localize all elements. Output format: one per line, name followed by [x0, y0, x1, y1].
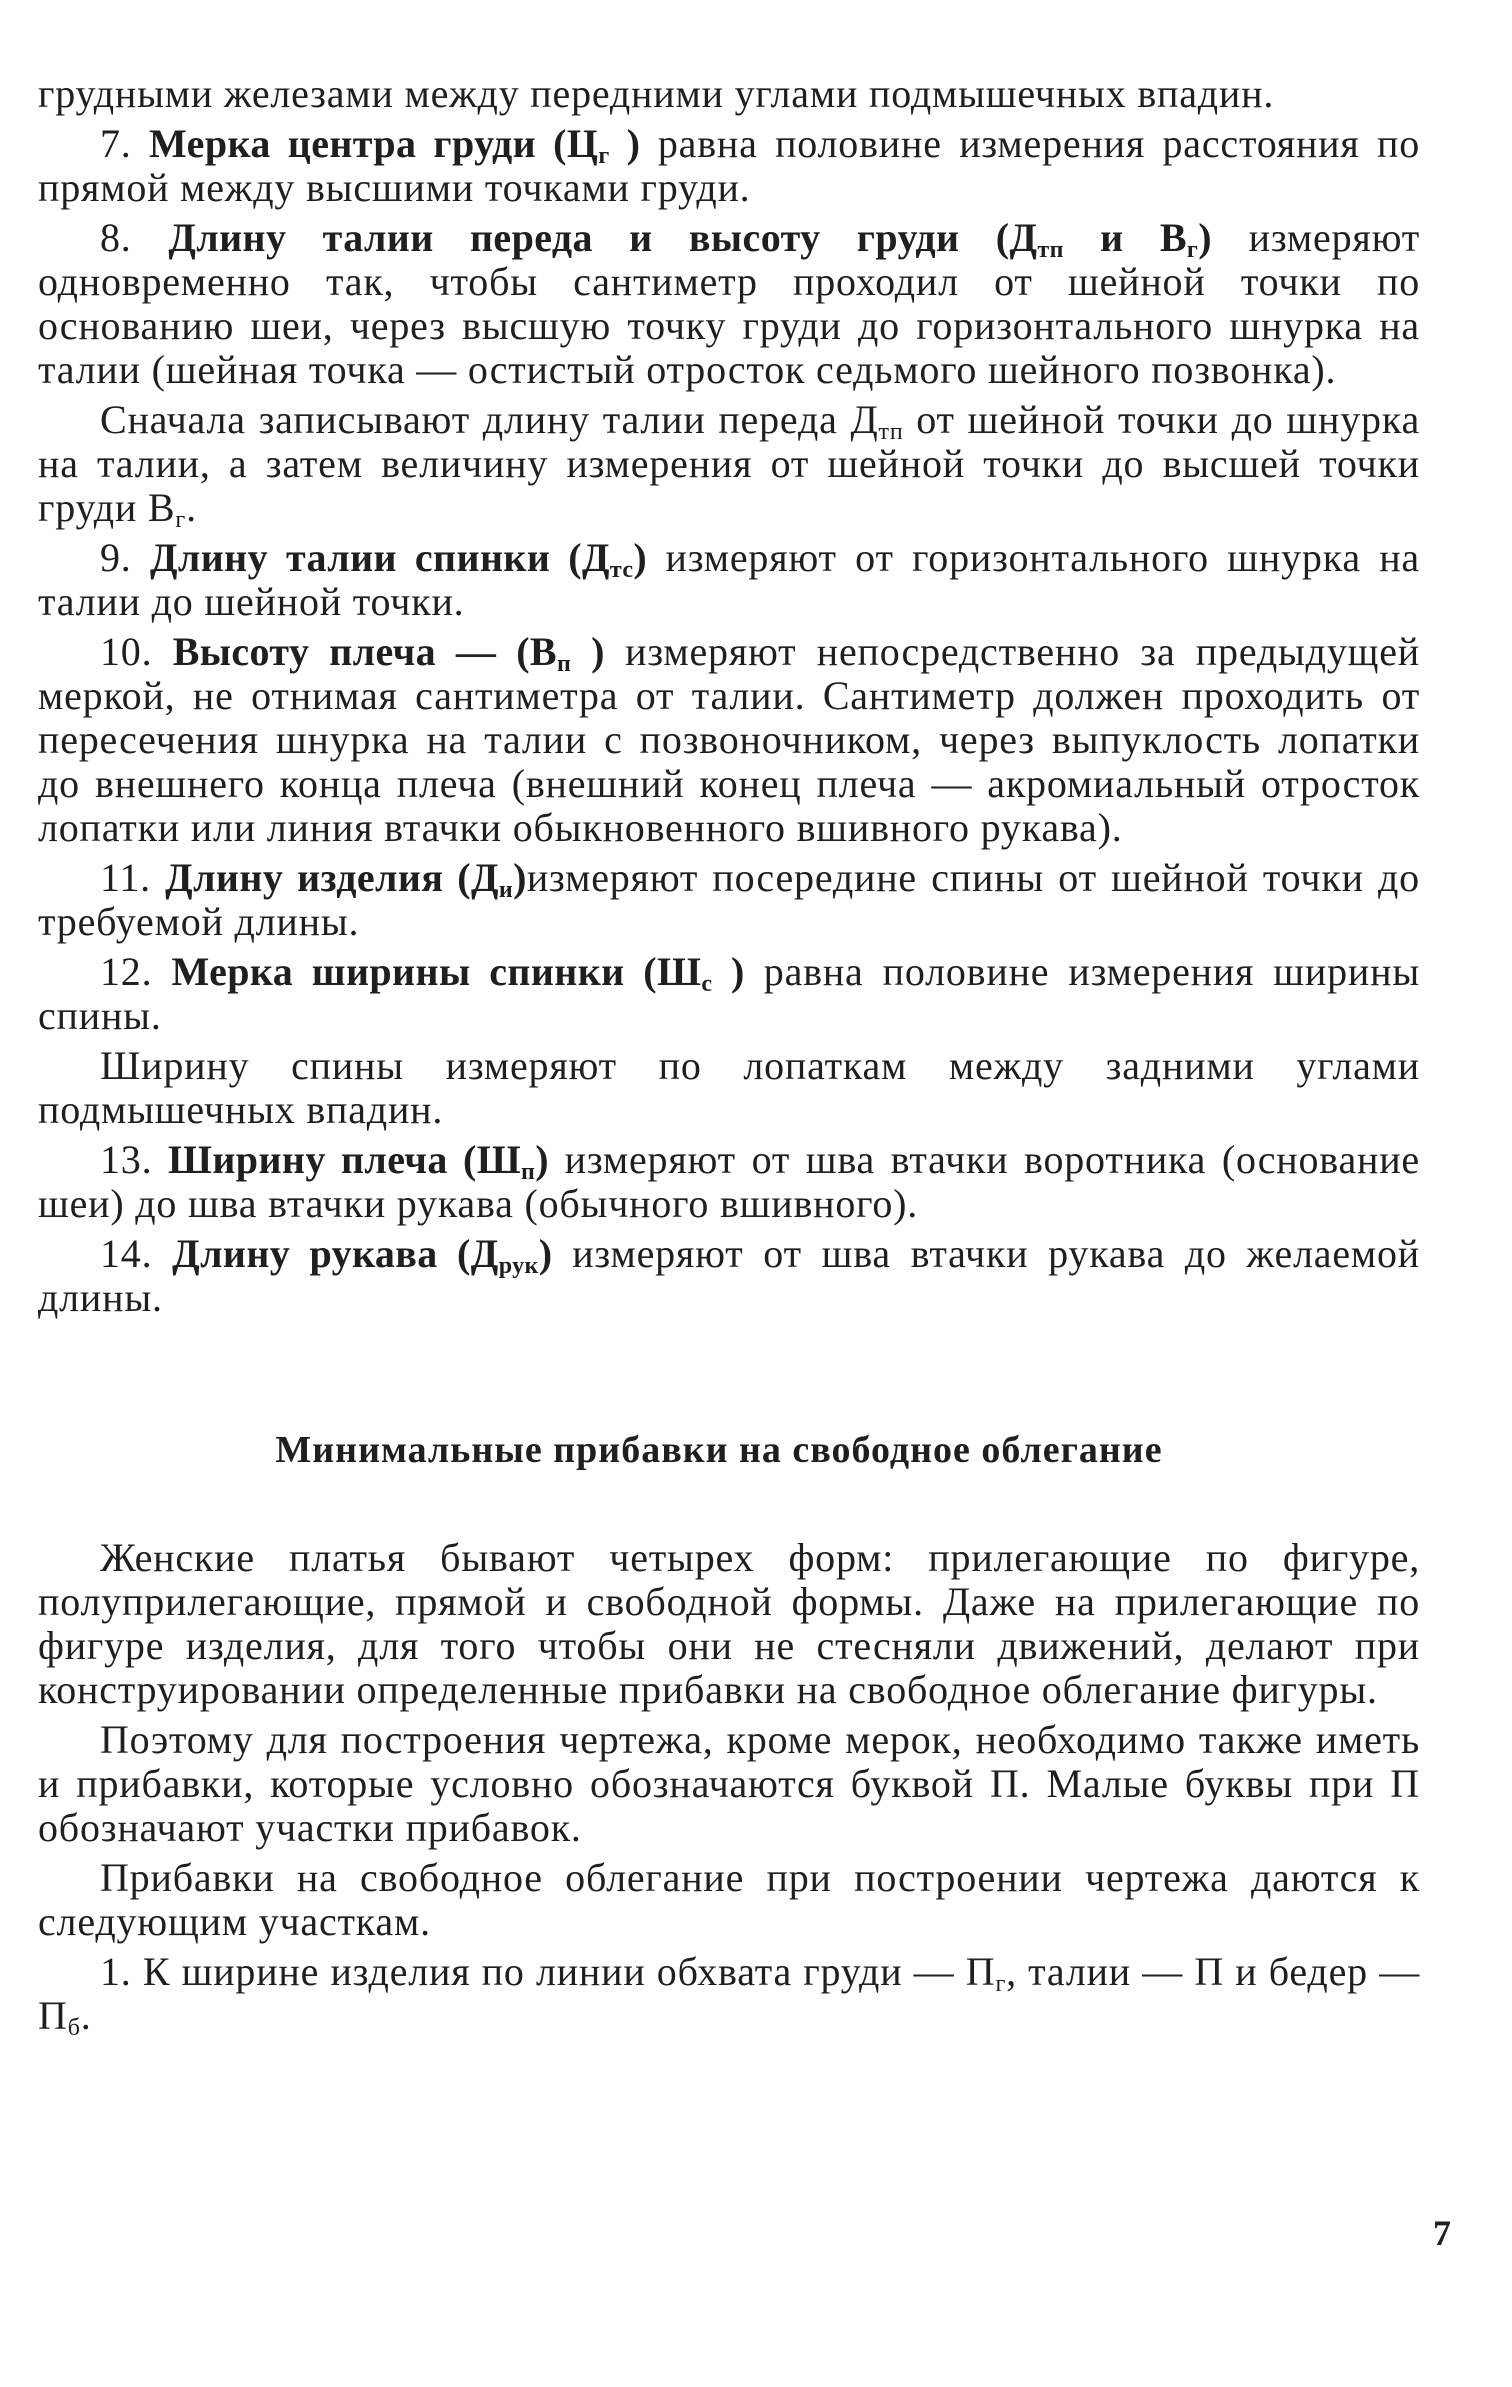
item-7 — [38, 122, 1420, 210]
item-9 — [38, 536, 1420, 624]
item-12 — [38, 950, 1420, 1038]
paragraph-text: 1. К ширине изделия по линии обхвата груди — П — [100, 1949, 996, 1994]
paragraph-text: Ширину спины измеряют по лопаткам между задними углами подмышечных впадин. — [38, 1043, 1420, 1132]
paragraph-areas — [38, 1856, 1420, 1944]
item-13 — [38, 1138, 1420, 1226]
item-title-subscript: рук — [498, 1253, 539, 1279]
paragraph-12-note — [38, 1044, 1420, 1132]
item-title-middle: и В — [1063, 215, 1187, 260]
item-title-text: Ширину плеча (Ш — [168, 1137, 522, 1182]
paragraph-text: . — [80, 1993, 92, 2038]
item-number: 13. — [100, 1137, 153, 1182]
item-title-text: Высоту плеча — (В — [172, 629, 557, 674]
item-title-text: Мерка ширины спинки (Ш — [171, 949, 702, 994]
item-text: равна половине измерения ширины спины. — [38, 949, 1421, 1038]
item-number: 10. — [100, 629, 153, 674]
paragraph-text: . — [186, 485, 197, 530]
item-title-subscript: тп — [1037, 237, 1064, 263]
item-title-subscript: и — [498, 877, 514, 903]
paragraph-text: Прибавки на свободное облегание при построении чертежа даются к следующим участкам. — [38, 1855, 1420, 1944]
item-title-end: ) — [535, 1137, 549, 1182]
item-title — [168, 1137, 549, 1185]
item-number: 14. — [100, 1231, 153, 1276]
list-item-1 — [38, 1949, 1420, 2041]
item-title — [149, 535, 648, 583]
item-title — [171, 949, 745, 997]
item-number: 11. — [100, 855, 151, 900]
item-11 — [38, 856, 1420, 944]
item-text: измеряют посередине спины от шейной точки до требуемой длины. — [38, 855, 1420, 944]
item-8 — [38, 216, 1420, 392]
item-number: 7. — [100, 121, 132, 166]
paragraph-allowances — [38, 1718, 1420, 1850]
item-title-end: ) — [712, 949, 745, 994]
item-title-subscript: п — [521, 1159, 536, 1185]
item-title-end: ) — [1198, 215, 1212, 260]
paragraph-subscript: г — [175, 507, 187, 533]
paragraph-8-note — [38, 397, 1420, 533]
item-text: измеряют от шва втачки рукава до желаемой длины. — [38, 1231, 1420, 1320]
item-title-end: ) — [609, 121, 641, 166]
item-10 — [38, 630, 1420, 850]
item-title-subscript: с — [701, 971, 713, 997]
paragraph-text: Поэтому для построения чертежа, кроме мерок, необходимо также иметь и прибавки, которые условно обозначаются буквой П. Малые буквы при П обозначают участки прибавок. — [38, 1717, 1420, 1850]
item-title-text: Длину талии спинки (Д — [149, 535, 610, 580]
item-title-end: ) — [571, 629, 605, 674]
item-title-subscript: г — [1186, 237, 1199, 263]
item-14 — [38, 1232, 1420, 1320]
item-title-text: Длину талии переда и высоту груди (Д — [168, 215, 1038, 260]
item-text: измеряют одновременно так, чтобы сантиметр проходил от шейной точки по основанию шеи, через высшую точку груди до горизонтального шнурка на талии (шейная точка — остистый отросток седьмого шейного позвонка). — [38, 215, 1421, 392]
item-number: 9. — [100, 535, 132, 580]
paragraph-subscript: г — [995, 1971, 1007, 1997]
paragraph-text: от шейной точки до шнурка на талии, а затем величину измерения от шейной точки до высшей точки груди В — [38, 397, 1420, 530]
page-number: 7 — [1433, 2213, 1451, 2253]
item-title-end: ) — [513, 855, 527, 900]
paragraph-forms — [38, 1536, 1420, 1712]
paragraph-text: грудными железами между передними углами подмышечных впадин. — [38, 71, 1275, 116]
item-title-text: Мерка центра груди (Ц — [149, 121, 599, 166]
item-title — [165, 855, 527, 903]
item-title-text: Длину рукава (Д — [172, 1231, 499, 1276]
item-title-text: Длину изделия (Д — [165, 855, 499, 900]
paragraph-text: Женские платья бывают четырех форм: прилегающие по фигуре, полуприлегающие, прямой и свободной формы. Даже на прилегающие по фигуре изделия, для того чтобы они не стесняли движений, делают при конструировании определенные прибавки на свободное облегание фигуры. — [38, 1535, 1420, 1712]
item-text: измеряют от горизонтального шнурка на талии до шейной точки. — [38, 535, 1420, 624]
item-title — [168, 215, 1212, 263]
item-title-subscript: п — [557, 651, 572, 677]
item-title — [172, 1231, 553, 1279]
item-title-end: ) — [633, 535, 648, 580]
item-title-subscript: тс — [609, 557, 634, 583]
paragraph-text: Сначала записывают длину талии переда Д — [100, 397, 879, 442]
item-text: измеряют непосредственно за предыдущей меркой, не отнимая сантиметра от талии. Сантиметр должен проходить от пересечения шнурка на талии с позвоночником, через выпуклость лопатки до внешнего конца плеча (внешний конец плеча — акромиальный отросток лопатки или линия втачки обыкновенного вшивного рукава). — [38, 629, 1420, 850]
paragraph-continuation — [38, 72, 1420, 116]
item-text: измеряют от шва втачки воротника (основание шеи) до шва втачки рукава (обычного вшивного). — [38, 1137, 1420, 1226]
paragraph-subscript: б — [67, 2015, 81, 2041]
section-heading: Минимальные прибавки на свободное облегание — [275, 1429, 1163, 1471]
paragraph-text: , талии — П и бедер — П — [38, 1949, 1420, 2038]
item-title-end: ) — [538, 1231, 553, 1276]
item-title — [172, 629, 605, 677]
item-text: равна половине измерения расстояния по прямой между высшими точками груди. — [38, 121, 1420, 210]
item-title — [149, 121, 641, 169]
item-number: 12. — [100, 949, 153, 994]
paragraph-subscript: тп — [878, 419, 904, 445]
item-number: 8. — [100, 215, 132, 260]
item-title-subscript: г — [598, 143, 610, 169]
